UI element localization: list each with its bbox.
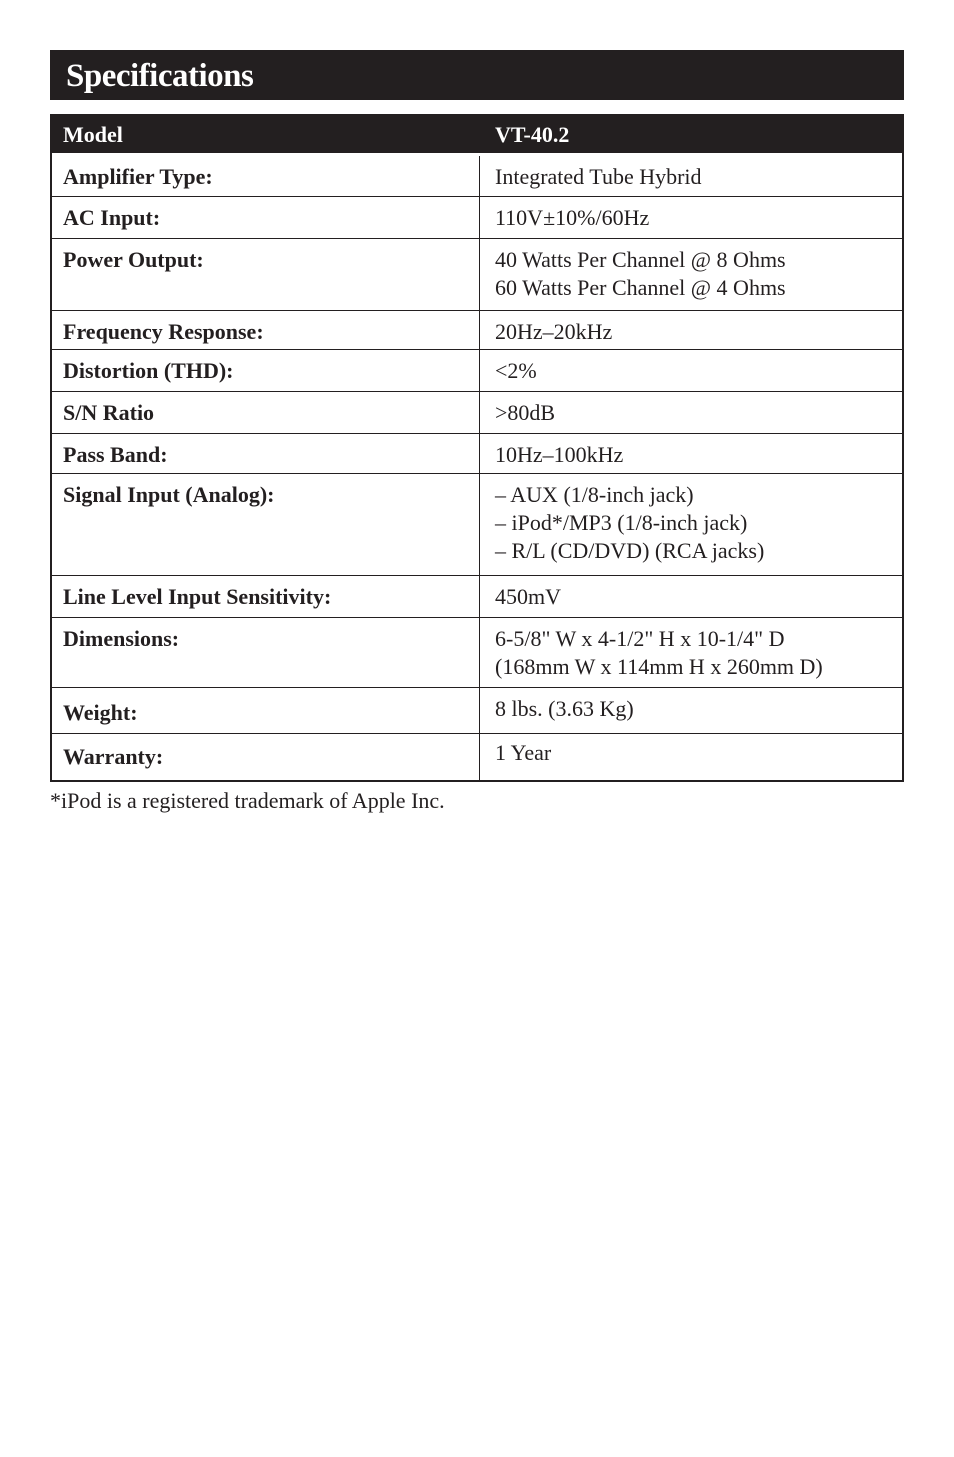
section-header <box>50 50 904 100</box>
table-row <box>52 734 902 780</box>
row-label: Warranty: <box>52 734 480 780</box>
value-line: – R/L (CD/DVD) (RCA jacks) <box>495 538 765 563</box>
column-header-model-number: VT-40.2 <box>495 122 570 147</box>
value-line: 8 lbs. (3.63 Kg) <box>495 696 634 721</box>
trademark-footnote: *iPod is a registered trademark of Apple Inc. <box>50 788 445 813</box>
value-line: (168mm W x 114mm H x 260mm D) <box>495 654 823 679</box>
row-label: Dimensions: <box>52 618 480 687</box>
value-line: 110V±10%/60Hz <box>495 205 650 230</box>
row-value <box>480 156 902 196</box>
row-label: Pass Band: <box>52 434 480 473</box>
row-label: Weight: <box>52 688 480 733</box>
table-row <box>52 474 902 576</box>
row-value <box>480 734 902 780</box>
table-row <box>52 156 902 197</box>
page-title: Specifications <box>66 58 254 94</box>
row-value <box>480 311 902 349</box>
table-row <box>52 576 902 618</box>
row-label: Distortion (THD): <box>52 350 480 391</box>
table-row <box>52 392 902 434</box>
specifications-table <box>50 114 904 782</box>
row-value <box>480 474 902 575</box>
row-label: Frequency Response: <box>52 311 480 349</box>
row-label: Power Output: <box>52 239 480 310</box>
row-value <box>480 350 902 391</box>
table-row <box>52 688 902 734</box>
table-row <box>52 618 902 688</box>
row-value <box>480 239 902 310</box>
value-line: – iPod*/MP3 (1/8-inch jack) <box>495 510 748 535</box>
value-line: 40 Watts Per Channel @ 8 Ohms <box>495 247 786 272</box>
column-header-model: Model <box>63 122 123 147</box>
row-value <box>480 392 902 433</box>
value-line: Integrated Tube Hybrid <box>495 164 702 189</box>
table-row <box>52 197 902 239</box>
row-label: Line Level Input Sensitivity: <box>52 576 480 617</box>
value-line: – AUX (1/8-inch jack) <box>495 482 694 507</box>
table-row <box>52 311 902 350</box>
table-row <box>52 239 902 311</box>
row-value <box>480 197 902 238</box>
table-header-row <box>52 116 902 156</box>
row-label: AC Input: <box>52 197 480 238</box>
value-line: <2% <box>495 358 537 383</box>
table-row <box>52 434 902 474</box>
value-line: 450mV <box>495 584 561 609</box>
value-line: 20Hz–20kHz <box>495 319 613 344</box>
value-line: 6-5/8" W x 4-1/2" H x 10-1/4" D <box>495 626 785 651</box>
value-line: 10Hz–100kHz <box>495 442 624 467</box>
table-row <box>52 350 902 392</box>
row-label: Signal Input (Analog): <box>52 474 480 575</box>
value-line: 60 Watts Per Channel @ 4 Ohms <box>495 275 786 300</box>
row-label: Amplifier Type: <box>52 156 480 196</box>
value-line: >80dB <box>495 400 556 425</box>
row-value <box>480 618 902 687</box>
value-line: 1 Year <box>495 740 552 765</box>
row-value <box>480 434 902 473</box>
row-value <box>480 576 902 617</box>
row-value <box>480 688 902 733</box>
row-label: S/N Ratio <box>52 392 480 433</box>
